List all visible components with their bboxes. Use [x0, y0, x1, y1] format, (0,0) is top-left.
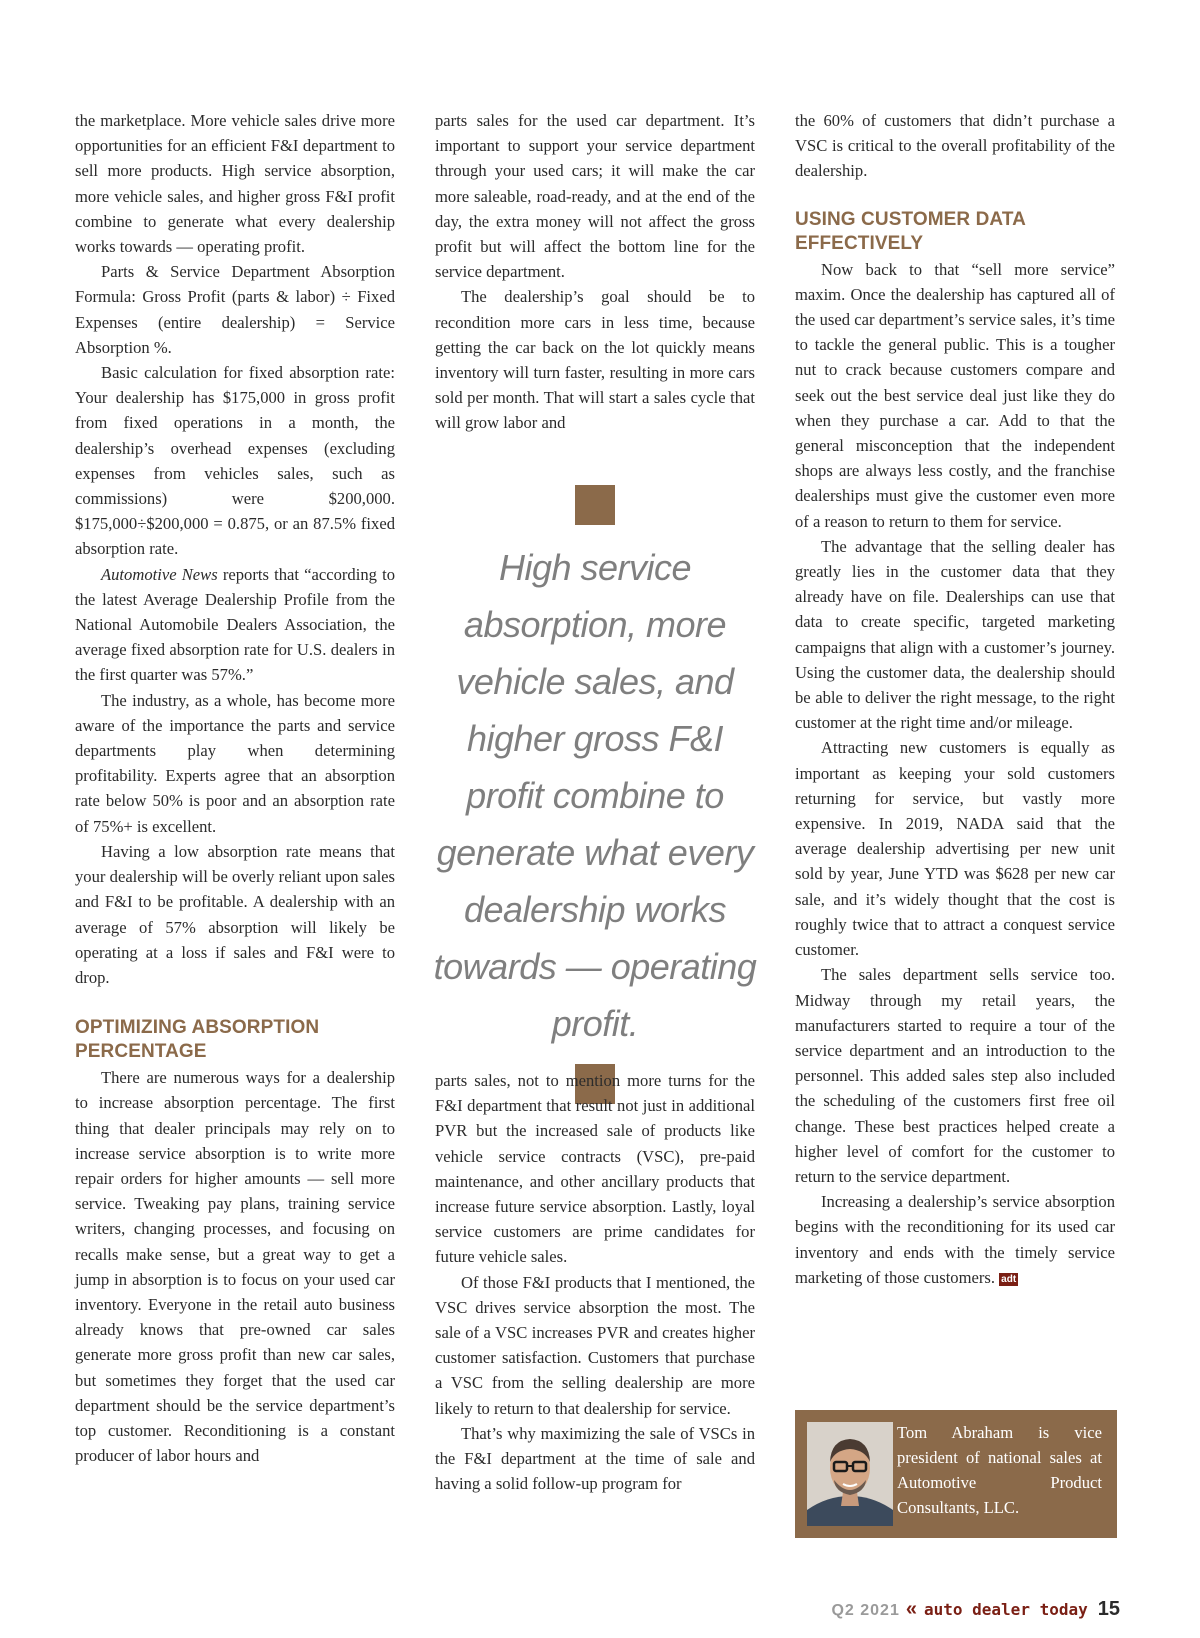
paragraph [75, 562, 395, 688]
decorative-square [575, 485, 615, 525]
author-photo [807, 1422, 893, 1526]
paragraph: parts sales, not to mention more turns for the F&I department that result not just in additional PVR but the increased sale of products like vehicle service contracts (VSC), pre-paid maintenance, and other ancillary products that increase future service absorption. Lastly, loyal service customers are prime candidates for future vehicle sales. [435, 1071, 755, 1267]
paragraph: Of those F&I products that I mentioned, the VSC drives service absorption the most. The sale of a VSC increases PVR and creates higher customer satisfaction. Customers that purchase a VSC from the selling dealership are more likely to return to that dealership for service. [435, 1272, 755, 1418]
paragraph: The industry, as a whole, has become more aware of the importance the parts and service departments play when determining profitability. Experts agree that an absorption rate below 50% is poor and an absorption rate of 75%+ is excellent. [75, 690, 395, 836]
end-mark-icon: adt [1001, 1273, 1017, 1285]
paragraph: The sales department sells service too. Midway through my retail years, the manufacturers started to require a tour of the service department and an introduction to the personnel. This added sales step also included the scheduling of the customers first free oil change. These best practices helped create a higher level of comfort for the customer to return to the service department. [795, 965, 1115, 1186]
issue-label: Q2 2021 [831, 1602, 900, 1619]
article-column-1 [75, 108, 395, 1468]
paragraph: the 60% of customers that didn’t purchase a VSC is critical to the overall profitability of the dealership. [795, 111, 1115, 181]
paragraph-text: Increasing a dealership’s service absorption begins with the reconditioning for its used car inventory and ends with the timely service marketing of those customers. [795, 1192, 1115, 1287]
paragraph: The advantage that the selling dealer has greatly lies in the customer data that they already have on file. Dealerships can use that data to create specific, targeted marketing campaigns that align with a customer’s journey. Using the customer data, the dealership should be able to deliver the right message, to the right customer at the right time and/or mileage. [795, 536, 1115, 733]
paragraph: That’s why maximizing the sale of VSCs in the F&I department at the time of sale and having a solid follow-up program for [435, 1423, 755, 1494]
chevron-left-icon: « [905, 1598, 918, 1620]
paragraph-text: reports that “according to the latest Average Dealership Profile from the National Automobile Dealers Association, the average fixed absorption rate for U.S. dealers in the first quarter was 57%.” [75, 564, 395, 685]
paragraph: parts sales for the used car department. It’s important to support your service department through your used cars; it will make the car more saleable, road-ready, and at the end of the day, the extra money will not affect the gross profit but will affect the bottom line for the service department. [435, 111, 755, 282]
author-bio-text: Tom Abraham is vice president of national sales at Automotive Product Consultants, LLC. [897, 1423, 1102, 1517]
page-number: 15 [1097, 1598, 1120, 1620]
article-column-2-bottom [435, 1068, 755, 1496]
article-column-3 [795, 108, 1115, 1290]
paragraph: Basic calculation for fixed absorption rate: Your dealership has $175,000 in gross profit from fixed operations in a month, the dealership’s overhead expenses (excluding expenses from vehicles sales, such as commissions) were $200,000. $175,000÷$200,000 = 0.875, or an 87.5% fixed absorption rate. [75, 363, 395, 559]
author-bio-box [795, 1410, 1117, 1538]
article-column-2-top [435, 108, 755, 436]
source-title: Automotive News [101, 564, 218, 584]
section-heading: OPTIMIZING ABSORPTION PERCENTAGE [75, 1017, 320, 1063]
paragraph: There are numerous ways for a dealership to increase absorption percentage. The first thing that dealer principals may rely on to increase service absorption is to write more repair orders for higher amounts — sell more service. Tweaking pay plans, training service writers, changing processes, and focusing on recalls make sense, but a great way to get a jump in absorption is to focus on your used car inventory. Everyone in the retail auto business already knows that pre-owned car sales generate more gross profit than new car sales, but sometimes they forget that the used car department should be the service department’s top customer. Reconditioning is a constant producer of labor hours and [75, 1068, 395, 1466]
author-portrait-icon [807, 1422, 893, 1526]
page-footer [831, 1598, 1120, 1621]
pull-quote-block [425, 485, 765, 1045]
magazine-name: auto dealer today [923, 1600, 1088, 1619]
paragraph: Parts & Service Department Absorption Formula: Gross Profit (parts & labor) ÷ Fixed Expenses (entire dealership) = Service Absorption %. [75, 262, 395, 357]
paragraph: the marketplace. More vehicle sales drive more opportunities for an efficient F&I department to sell more products. High service absorption, more vehicle sales, and higher gross F&I profit combine to generate what every dealership works towards — operating profit. [75, 111, 395, 257]
paragraph: Attracting new customers is equally as important as keeping your sold customers returning for service, but vastly more expensive. In 2019, NADA said that the average dealership advertising per new unit sold by year, June YTD was $628 per new car sale, and it’s widely thought that the cost is roughly twice that to attract a conquest service customer. [795, 738, 1115, 960]
pull-quote: High service absorption, more vehicle sales, and higher gross F&I profit combine to generate what every dealership works towards — operating profit. [433, 547, 757, 1044]
paragraph: Now back to that “sell more service” maxim. Once the dealership has captured all of the used car department’s service sales, it’s time to tackle the general public. This is a tougher nut to crack because customers compare and seek out the best service deal just like they do when they purchase a car. Add to that the general misconception that the independent shops are always less costly, and the franchise dealerships must give the customer even more of a reason to return to them for service. [795, 259, 1115, 531]
section-heading: USING CUSTOMER DATA EFFECTIVELY [795, 208, 1026, 254]
paragraph: Having a low absorption rate means that your dealership will be overly reliant upon sales and F&I to be profitable. A dealership with an average of 57% absorption will likely be operating at a loss if sales and F&I were to drop. [75, 841, 395, 987]
paragraph [795, 1189, 1115, 1290]
paragraph: The dealership’s goal should be to recondition more cars in less time, because getting the car back on the lot quickly means inventory will turn faster, resulting in more cars sold per month. That will start a sales cycle that will grow labor and [435, 287, 755, 433]
